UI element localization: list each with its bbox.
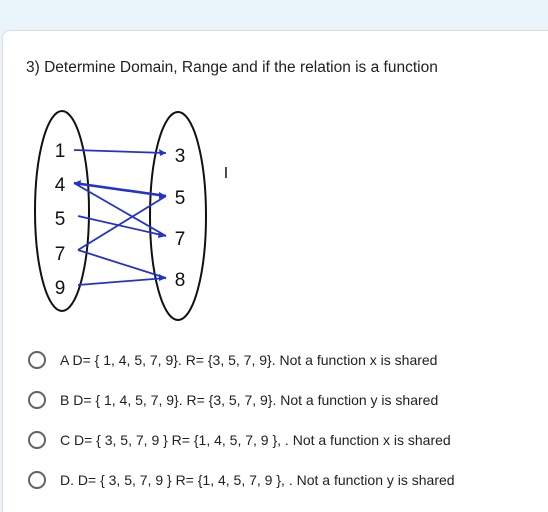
stray-mark: I bbox=[223, 165, 229, 182]
range-value: 7 bbox=[174, 229, 186, 250]
radio-button[interactable] bbox=[28, 351, 46, 369]
option-a[interactable] bbox=[28, 340, 528, 380]
option-label: A D= { 1, 4, 5, 7, 9}. R= {3, 5, 7, 9}. Not a function x is shared bbox=[60, 352, 438, 368]
option-label: B D= { 1, 4, 5, 7, 9}. R= {3, 5, 7, 9}. Not a function y is shared bbox=[60, 392, 439, 408]
answer-options bbox=[28, 340, 528, 500]
question-title: 3) Determine Domain, Range and if the relation is a function bbox=[26, 59, 438, 76]
radio-button[interactable] bbox=[28, 471, 46, 489]
option-c[interactable] bbox=[28, 420, 528, 460]
mapping-diagram-svg bbox=[20, 108, 250, 328]
radio-button[interactable] bbox=[28, 431, 46, 449]
option-b[interactable] bbox=[28, 380, 528, 420]
domain-value: 4 bbox=[54, 175, 66, 196]
arrow-9-to-8 bbox=[78, 278, 166, 285]
arrow-1-to-3 bbox=[74, 150, 166, 153]
top-strip bbox=[0, 0, 548, 18]
arrow-7-to-5 bbox=[78, 196, 166, 250]
mapping-diagram bbox=[20, 108, 250, 328]
radio-button[interactable] bbox=[28, 391, 46, 409]
domain-value: 5 bbox=[54, 209, 66, 230]
arrowhead bbox=[159, 149, 166, 156]
domain-value: 7 bbox=[54, 244, 66, 265]
option-label: C D= { 3, 5, 7, 9 } R= {1, 4, 5, 7, 9 }, . Not a function x is shared bbox=[60, 432, 451, 448]
range-value: 3 bbox=[174, 146, 186, 167]
domain-value: 9 bbox=[54, 278, 66, 299]
arrowhead bbox=[159, 274, 166, 281]
option-label: D. D= { 3, 5, 7, 9 } R= {1, 4, 5, 7, 9 }, . Not a function y is shared bbox=[60, 472, 455, 488]
option-d[interactable] bbox=[28, 460, 528, 500]
range-value: 5 bbox=[174, 188, 186, 209]
range-value: 8 bbox=[174, 270, 186, 291]
domain-value: 1 bbox=[54, 141, 66, 162]
arrow-5-to-7 bbox=[78, 216, 166, 236]
